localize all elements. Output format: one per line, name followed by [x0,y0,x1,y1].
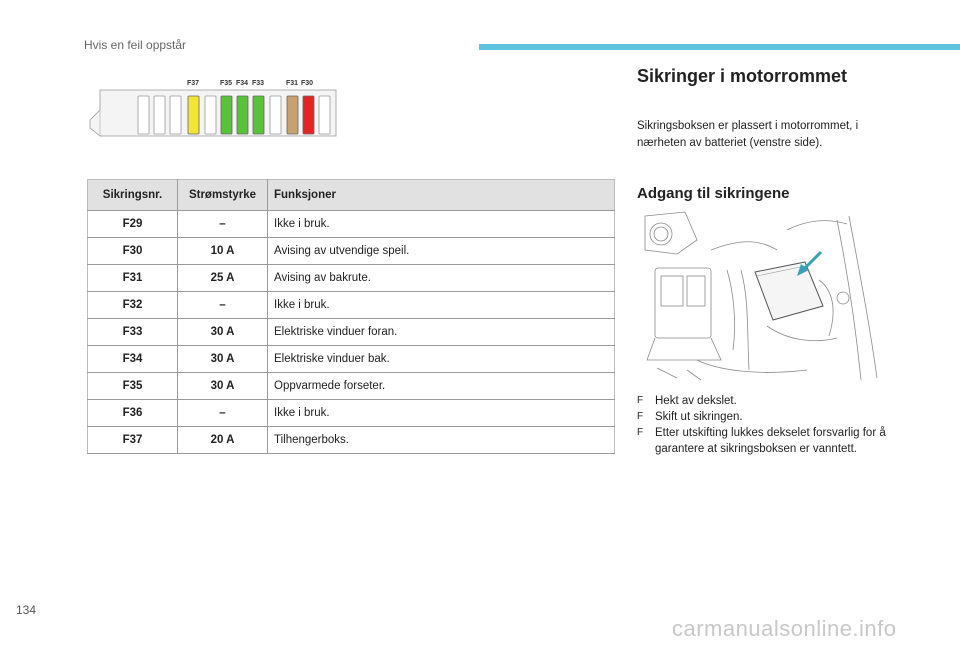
page-number: 134 [16,603,37,617]
fuse-f33 [253,96,264,134]
table-row [88,373,615,400]
fuse-label: F30 [301,80,314,87]
fuse-number: F34 [88,346,178,373]
fuse-f30 [303,96,314,134]
fuse-label: F34 [236,80,249,87]
fuse-table [87,179,615,454]
fuse-number: F33 [88,319,178,346]
list-item [637,409,907,425]
fuse-function: Avising av bakrute. [268,265,615,292]
fuse-amperage: 30 A [178,373,268,400]
column-header-functions: Funksjoner [268,180,615,211]
column-header-fuse: Sikringsnr. [88,180,178,211]
table-row [88,319,615,346]
intro-paragraph: Sikringsboksen er plassert i motorrommet, i nærheten av batteriet (venstre side). [637,120,859,149]
fuse-number: F29 [88,211,178,238]
table-header-row [88,180,615,211]
fuse-box-diagram [86,80,346,142]
instruction-list [637,393,907,457]
fuse-label: F35 [220,80,233,87]
bullet-icon: F [637,395,644,406]
fuse-function: Tilhengerboks. [268,427,615,454]
fuse-function: Oppvarmede forseter. [268,373,615,400]
fuse-label: F31 [286,80,299,87]
fuse-amperage: 25 A [178,265,268,292]
table-row [88,346,615,373]
fuse-box-drawing [86,80,346,142]
fuse-amperage: 30 A [178,319,268,346]
fuse-function: Avising av utvendige speil. [268,238,615,265]
fuse-amperage: 10 A [178,238,268,265]
engine-compartment-illustration [637,210,881,382]
section-heading: Sikringer i motorrommet [637,66,848,86]
step-text: Skift ut sikringen. [655,411,743,423]
table-row [88,211,615,238]
fuse-amperage: 30 A [178,346,268,373]
header-accent-bar [479,44,960,50]
table-row [88,427,615,454]
fuse-label: F33 [252,80,265,87]
bullet-icon: F [637,411,644,422]
fuse-function: Ikke i bruk. [268,211,615,238]
bullet-icon: F [637,427,644,438]
fuse-label: F37 [187,80,200,87]
table-row [88,400,615,427]
column-header-amperage: Strømstyrke [178,180,268,211]
fuse-f35 [221,96,232,134]
fuse-number: F35 [88,373,178,400]
fuse-number: F30 [88,238,178,265]
fuse-number: F37 [88,427,178,454]
watermark: carmanualsonline.info [672,616,897,641]
step-text: Etter utskifting lukkes dekselet forsvarlig for å garantere at sikringsboksen er vanntett. [655,427,886,455]
fuse-number: F36 [88,400,178,427]
fuse-amperage: – [178,292,268,319]
table-row [88,292,615,319]
fuse-amperage: – [178,211,268,238]
fuse-f31 [287,96,298,134]
list-item [637,425,907,457]
fuse-function: Elektriske vinduer bak. [268,346,615,373]
step-text: Hekt av dekslet. [655,395,737,407]
fuse-function: Ikke i bruk. [268,292,615,319]
fuse-f34 [237,96,248,134]
fuse-number: F32 [88,292,178,319]
fuse-function: Ikke i bruk. [268,400,615,427]
table-row [88,238,615,265]
fuse-amperage: 20 A [178,427,268,454]
list-item [637,393,907,409]
section-title: Hvis en feil oppstår [84,38,187,52]
fuse-number: F31 [88,265,178,292]
fuse-function: Elektriske vinduer foran. [268,319,615,346]
fuse-amperage: – [178,400,268,427]
subheading: Adgang til sikringene [637,185,790,202]
fuse-f37 [188,96,199,134]
table-row [88,265,615,292]
